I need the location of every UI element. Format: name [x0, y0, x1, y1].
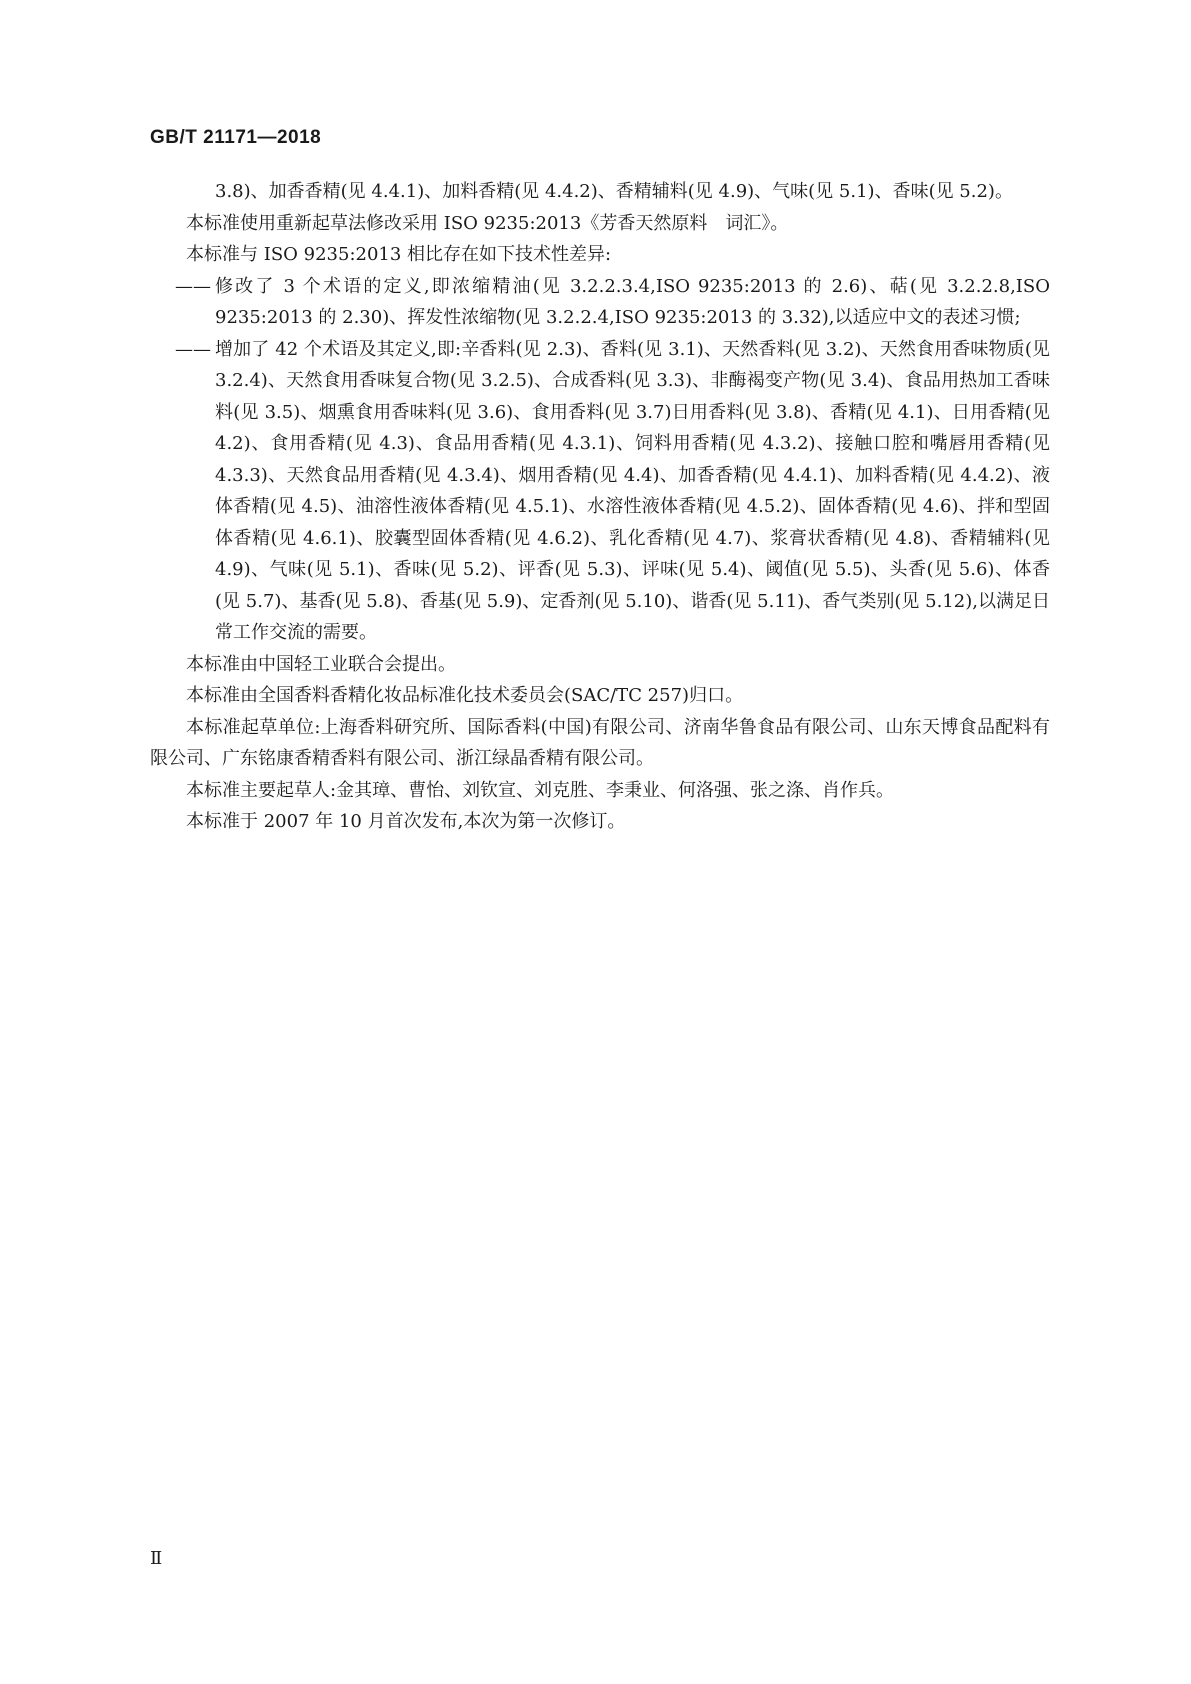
- adoption-paragraph: 本标准使用重新起草法修改采用 ISO 9235:2013《芳香天然原料 词汇》。: [186, 212, 789, 234]
- difference-item: [150, 334, 1050, 649]
- difference-text: 增加了 42 个术语及其定义,即:辛香料(见 2.3)、香料(见 3.1)、天然香料(见 3.2)、天然食用香味物质(见 3.2.4)、天然食用香味复合物(见 3.2.5)、合成香料(见 3.3)、非酶褐变产物(见 3.4)、食品用热加工香味料(见 3.5)、烟熏食用香味料(见 3.6)、食用香料(见 3.7)日用香料(见 3.8)、香精(见 4.1)、日用香精(见 4.2)、食用香精(见 4.3)、食品用香精(见 4.3.1)、饲料用香精(见 4.3.2)、接触口腔和嘴唇用香精(见 4.3.3)、天然食品用香精(见 4.3.4)、烟用香精(见 4.4)、加香香精(见 4.4.1)、加料香精(见 4.4.2)、液体香精(见 4.5)、油溶性液体香精(见 4.5.1)、水溶性液体香精(见 4.5.2)、固体香精(见 4.6)、拌和型固体香精(见 4.6.1)、胶囊型固体香精(见 4.6.2)、乳化香精(见 4.7)、浆膏状香精(见 4.8)、香精辅料(见 4.9)、气味(见 5.1)、香味(见 5.2)、评香(见 5.3)、评味(见 5.4)、阈值(见 5.5)、头香(见 5.6)、体香(见 5.7)、基香(见 5.8)、香基(见 5.9)、定香剂(见 5.10)、谐香(见 5.11)、香气类别(见 5.12),以满足日常工作交流的需要。: [215, 338, 1050, 643]
- drafters-paragraph: 本标准主要起草人:金其璋、曹怡、刘钦宣、刘克胜、李秉业、何洛强、张之涤、肖作兵。: [186, 779, 895, 801]
- difference-text: 修改了 3 个术语的定义,即浓缩精油(见 3.2.2.3.4,ISO 9235:2013 的 2.6)、萜(见 3.2.2.8,ISO 9235:2013 的 2.30)、挥发性浓缩物(见 3.2.2.4,ISO 9235:2013 的 3.32),以适应中文的表述习惯;: [215, 275, 1050, 328]
- dash-marker: ——: [175, 275, 211, 297]
- foreword-body: [150, 176, 1050, 838]
- dash-marker: ——: [175, 338, 211, 360]
- page-number: Ⅱ: [150, 1548, 163, 1569]
- history-paragraph: 本标准于 2007 年 10 月首次发布,本次为第一次修订。: [186, 811, 626, 832]
- centralized-by-paragraph: 本标准由全国香料香精化妆品标准化技术委员会(SAC/TC 257)归口。: [186, 685, 744, 706]
- differences-intro-paragraph: 本标准与 ISO 9235:2013 相比存在如下技术性差异:: [186, 244, 612, 265]
- proposed-by-paragraph: 本标准由中国轻工业联合会提出。: [186, 653, 456, 675]
- difference-item: [150, 271, 1050, 334]
- drafting-units-paragraph: 本标准起草单位:上海香料研究所、国际香料(中国)有限公司、济南华鲁食品有限公司、山东天博食品配料有限公司、广东铭康香精香料有限公司、浙江绿晶香精有限公司。: [150, 716, 1050, 769]
- standard-number-header: GB/T 21171—2018: [150, 127, 322, 148]
- continuation-line: 3.8)、加香香精(见 4.4.1)、加料香精(见 4.4.2)、香精辅料(见 4.9)、气味(见 5.1)、香味(见 5.2)。: [215, 181, 1013, 202]
